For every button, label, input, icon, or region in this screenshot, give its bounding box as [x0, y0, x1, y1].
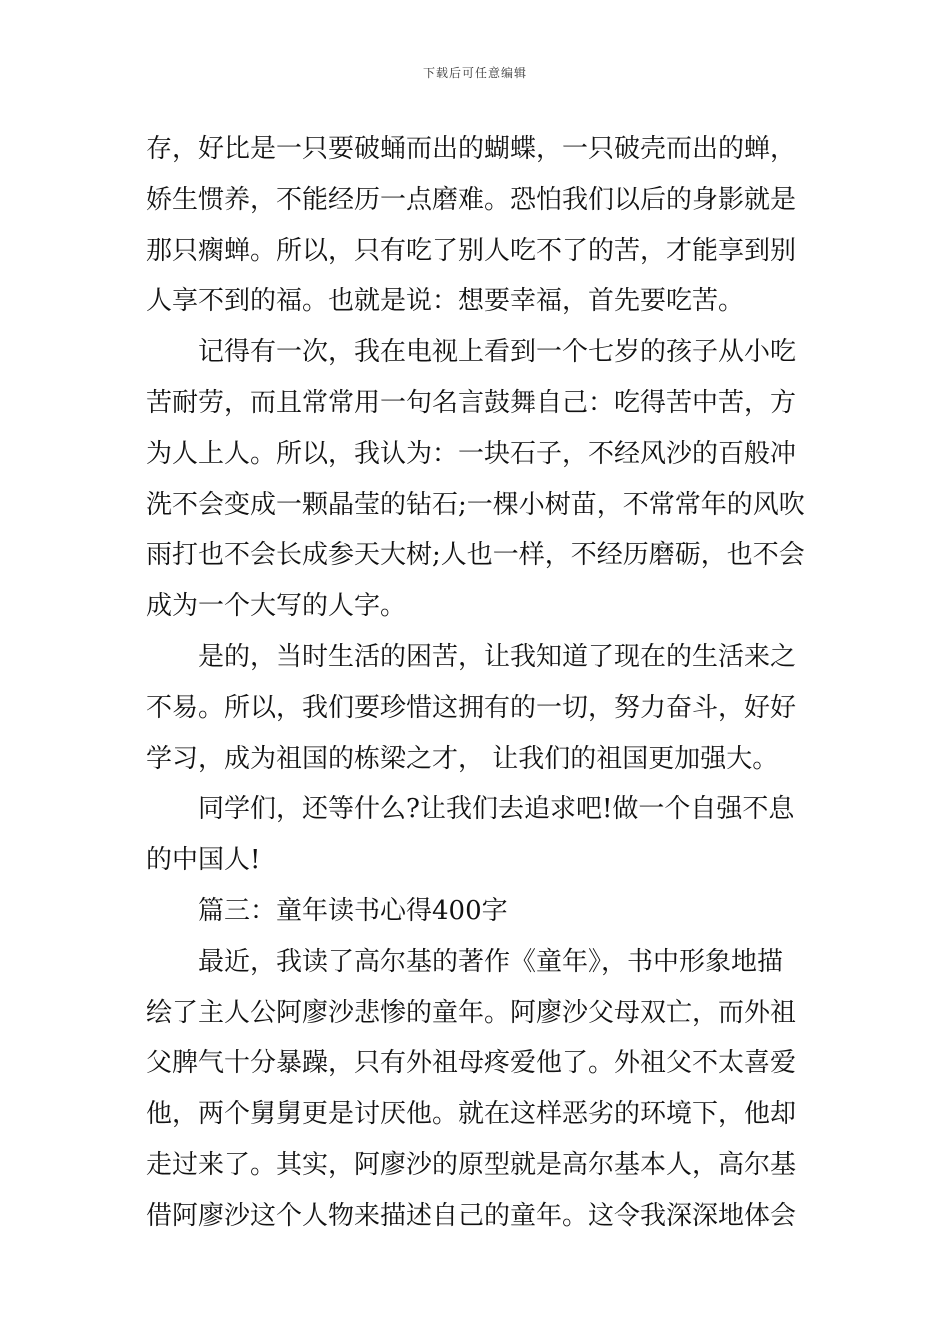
text-line: 存，好比是一只要破蛹而出的蝴蝶，一只破壳而出的蝉， — [146, 134, 797, 164]
text-line: 借阿廖沙这个人物来描述自己的童年。这令我深深地体会 — [146, 1200, 797, 1231]
text-line: 那只瘸蝉。所以，只有吃了别人吃不了的苦，才能享到别 — [146, 235, 797, 266]
text-line: 他，两个舅舅更是讨厌他。就在这样恶劣的环境下，他却 — [146, 1099, 797, 1130]
text-line: 是的，当时生活的困苦，让我知道了现在的生活来之 — [198, 641, 797, 672]
text-line: 篇三：童年读书心得400字 — [198, 895, 508, 926]
document-body — [146, 124, 806, 1242]
text-line: 人享不到的福。也就是说：想要幸福，首先要吃苦。 — [146, 286, 745, 317]
text-line: 苦耐劳，而且常常用一句名言鼓舞自己：吃得苦中苦，方 — [146, 387, 797, 418]
text-line: 洗不会变成一颗晶莹的钻石;一棵小树苗，不常常年的风吹 — [146, 489, 805, 520]
text-line: 的中国人! — [146, 845, 261, 876]
text-line: 为人上人。所以，我认为：一块石子，不经风沙的百般冲 — [146, 438, 797, 469]
text-line: 父脾气十分暴躁，只有外祖母疼爱他了。外祖父不太喜爱 — [146, 1048, 797, 1079]
text-line: 记得有一次，我在电视上看到一个七岁的孩子从小吃 — [198, 337, 797, 368]
text-line: 同学们，还等什么?让我们去追求吧!做一个自强不息 — [198, 794, 795, 825]
text-line: 成为一个大写的人字。 — [146, 591, 407, 622]
text-line: 走过来了。其实，阿廖沙的原型就是高尔基本人，高尔基 — [146, 1149, 797, 1180]
text-line: 不易。所以，我们要珍惜这拥有的一切，努力奋斗，好好 — [146, 692, 797, 723]
page-header-note: 下载后可任意编辑 — [422, 66, 527, 80]
text-line: 绘了主人公阿廖沙悲惨的童年。阿廖沙父母双亡，而外祖 — [146, 997, 797, 1028]
text-line: 雨打也不会长成参天大树;人也一样，不经历磨砺，也不会 — [146, 540, 805, 571]
text-line: 最近，我读了高尔基的著作《童年》，书中形象地描 — [198, 946, 784, 977]
text-line: 学习，成为祖国的栋梁之才， 让我们的祖国更加强大。 — [146, 743, 779, 774]
text-line: 娇生惯养，不能经历一点磨难。恐怕我们以后的身影就是 — [146, 184, 797, 215]
